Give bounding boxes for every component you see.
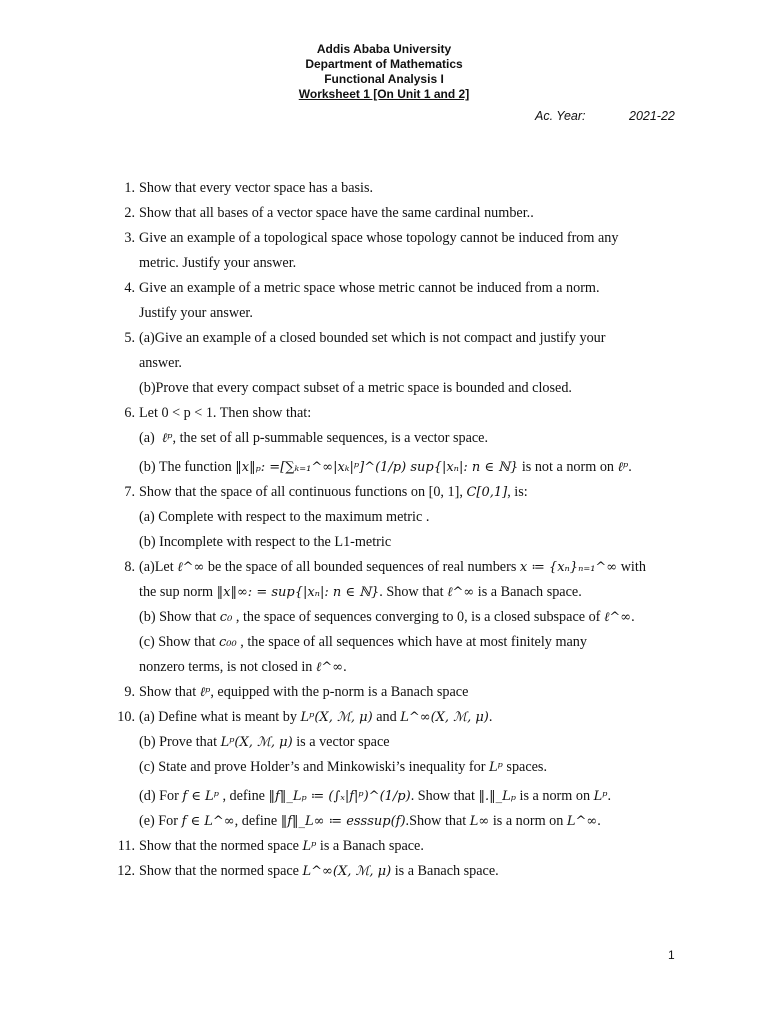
question-10d (115, 784, 675, 809)
question-text: Give an example of a topological space whose topology cannot be induced from any (139, 230, 619, 246)
math-lp: Lᵖ (302, 839, 317, 854)
question-3 (115, 226, 675, 251)
subpart-text: , the set of all p-summable sequences, is a vector space. (172, 430, 489, 446)
question-number: 2. (124, 205, 135, 221)
question-number: 1. (124, 180, 135, 196)
worksheet-title: Worksheet 1 [On Unit 1 and 2] (298, 87, 470, 101)
question-8a-continued (115, 580, 675, 605)
question-5 (115, 326, 675, 351)
question-text: Show that (139, 684, 200, 700)
question-12 (115, 859, 675, 884)
question-number: 5. (124, 330, 135, 346)
math-l-infinity-space: L^∞(X, ℳ, μ) (400, 710, 489, 725)
math-lp-norm-def: ‖f‖_Lₚ ≔ (∫ₓ|f|ᵖ)^(1/p) (268, 789, 411, 804)
question-6 (115, 401, 675, 426)
university-name: Addis Ababa University (316, 42, 452, 56)
math-lp: ℓᵖ (161, 431, 173, 446)
subpart-text: , the space of sequences converging to 0, is a closed subspace of (232, 609, 604, 625)
subpart-text: (b) Show that (139, 609, 220, 625)
question-number: 6. (124, 405, 135, 421)
question-number: 11. (117, 838, 135, 854)
math-l-infinity: ℓ^∞ (315, 660, 344, 675)
math-f-in-l-infinity: f ∈ L^∞ (181, 814, 235, 829)
question-6b (115, 455, 675, 480)
math-lp: Lᵖ (489, 760, 503, 775)
question-8c-continued (115, 655, 675, 680)
math-c01: C[0,1] (466, 485, 508, 500)
subpart-text: (c) Show that (139, 634, 219, 650)
subpart-text: (e) For (139, 813, 182, 829)
question-10e (115, 809, 675, 834)
subpart-text: (b) Prove that (139, 734, 221, 750)
question-4 (115, 276, 675, 301)
subpart-text: . Show that (410, 788, 479, 804)
subpart-text: is a norm on (489, 813, 567, 829)
question-number: 4. (124, 280, 135, 296)
question-7b: (b) Incomplete with respect to the L1-metric (139, 534, 392, 550)
subpart-text: .Show that (405, 813, 470, 829)
question-text: is a Banach space. (316, 838, 424, 854)
question-number: 7. (124, 484, 135, 500)
question-number: 8. (124, 559, 135, 575)
question-4-continued: Justify your answer. (139, 305, 253, 321)
math-sequence: x ≔ {xₙ}ₙ₌₁^∞ (519, 560, 618, 575)
subpart-text: (b) The function (139, 459, 236, 475)
question-text: is a Banach space. (391, 863, 499, 879)
subpart-text: , the space of all sequences which have at most finitely many (236, 634, 587, 650)
subpart-text: (d) For (139, 788, 183, 804)
question-7 (115, 480, 675, 505)
punctuation: . (628, 459, 632, 475)
question-text: (a)Let (139, 559, 178, 575)
math-esssup-def: ‖f‖_L∞ ≔ esssup(f) (280, 814, 406, 829)
punctuation: . (343, 659, 347, 675)
course-title: Functional Analysis I (324, 72, 444, 86)
math-l-infinity: ℓ^∞ (603, 610, 632, 625)
question-3-continued: metric. Justify your answer. (139, 255, 297, 271)
subpart-text: is a norm on (515, 788, 594, 804)
question-8 (115, 555, 675, 580)
punctuation: . (488, 709, 493, 725)
subpart-text: (c) State and prove Holder’s and Minkowiski’s inequality for (139, 759, 490, 775)
question-text: Give an example of a metric space whose metric cannot be induced from a norm. (139, 280, 600, 296)
math-f-in-lp: f ∈ Lᵖ (182, 789, 219, 804)
question-text: the sup norm (139, 584, 217, 600)
question-10b (115, 730, 675, 755)
question-text: , equipped with the p-norm is a Banach space (210, 684, 469, 700)
question-6-intro: Let 0 < p < 1. Then show that: (139, 405, 312, 421)
question-1 (115, 176, 675, 201)
academic-year (535, 109, 675, 123)
math-l-infinity: L^∞ (566, 814, 598, 829)
math-c0: c₀ (219, 610, 233, 625)
question-text: and (372, 709, 401, 725)
subpart-text: spaces. (502, 759, 547, 775)
document-header (0, 42, 768, 102)
question-text: , is: (507, 484, 528, 500)
math-l-infinity: ℓ^∞ (177, 560, 205, 575)
question-text: (a) Define what is meant by (139, 709, 301, 725)
question-text: Show that the space of all continuous functions on [0, 1], (139, 484, 467, 500)
question-number: 12. (117, 863, 135, 879)
subpart-text: , define (218, 788, 269, 804)
subpart-label: (a) (139, 430, 155, 446)
question-text: is a Banach space. (474, 584, 582, 600)
question-9 (115, 680, 675, 705)
academic-year-value: 2021-22 (629, 109, 675, 123)
math-l-infinity-space: L^∞(X, ℳ, μ) (302, 864, 392, 879)
math-p-norm-formula: ‖x‖ₚ: =[∑ₖ₌₁^∞|xₖ|ᵖ]^(1/p) sup{|xₙ|: n ∈ ℕ} (235, 460, 519, 475)
question-5a-continued: answer. (139, 355, 182, 371)
question-number: 3. (124, 230, 135, 246)
question-number: 10. (117, 709, 135, 725)
math-norm-symbol: ‖.‖_Lₚ (478, 789, 516, 804)
question-text: Show that all bases of a vector space have the same cardinal number.. (139, 205, 534, 221)
page-number: 1 (668, 948, 675, 962)
question-10 (115, 705, 675, 730)
department-name: Department of Mathematics (305, 57, 463, 71)
question-text: with (617, 559, 646, 575)
question-text: . Show that (379, 584, 448, 600)
math-lp: Lᵖ (593, 789, 608, 804)
punctuation: . (607, 788, 611, 804)
question-10c (115, 755, 675, 780)
math-lp: ℓᵖ (199, 685, 211, 700)
question-8b (115, 605, 675, 630)
question-6a (115, 426, 675, 451)
question-2 (115, 201, 675, 226)
question-text: be the space of all bounded sequences of real numbers (204, 559, 520, 575)
question-5b: (b)Prove that every compact subset of a metric space is bounded and closed. (139, 380, 572, 396)
question-text: Show that the normed space (139, 863, 303, 879)
subpart-text: is not a norm on (518, 459, 618, 475)
question-7a: (a) Complete with respect to the maximum metric . (139, 509, 430, 525)
punctuation: . (631, 609, 635, 625)
math-lp-space: Lᵖ(X, ℳ, μ) (300, 710, 373, 725)
question-number: 9. (124, 684, 135, 700)
question-list (115, 176, 675, 884)
punctuation: . (597, 813, 601, 829)
math-l-infinity-norm: L∞ (469, 814, 490, 829)
math-sup-norm: ‖x‖∞: = sup{|xₙ|: n ∈ ℕ} (216, 585, 380, 600)
question-text: Show that the normed space (139, 838, 303, 854)
question-5a-text: (a)Give an example of a closed bounded set which is not compact and justify your (139, 330, 606, 346)
math-lp-space: Lᵖ(X, ℳ, μ) (220, 735, 293, 750)
question-8c (115, 630, 675, 655)
subpart-text: nonzero terms, is not closed in (139, 659, 316, 675)
math-c00: c₀₀ (219, 635, 237, 650)
math-l-infinity: ℓ^∞ (447, 585, 475, 600)
question-text: Show that every vector space has a basis. (139, 180, 374, 196)
math-lp: ℓᵖ (617, 460, 629, 475)
question-11 (115, 834, 675, 859)
academic-year-label: Ac. Year: (535, 109, 586, 123)
subpart-text: , define (234, 813, 281, 829)
subpart-text: is a vector space (292, 734, 390, 750)
